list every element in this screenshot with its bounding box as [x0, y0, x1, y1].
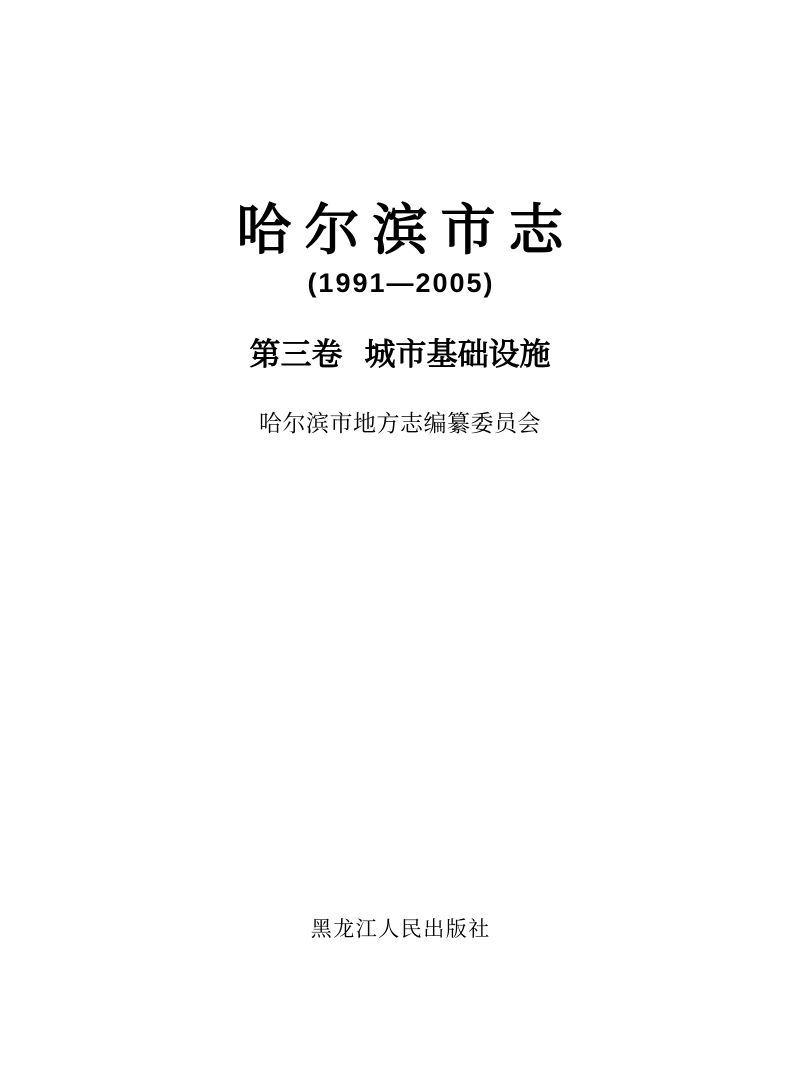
publisher-name: 黑龙江人民出版社 — [310, 917, 491, 941]
date-range: (1991—2005) — [307, 268, 495, 298]
volume-line — [0, 339, 800, 370]
volume-number: 第三卷 — [249, 337, 343, 372]
book-title: 哈尔滨市志 — [236, 200, 577, 261]
committee-name: 哈尔滨市地方志编纂委员会 — [259, 411, 541, 436]
volume-title: 城市基础设施 — [364, 337, 551, 372]
